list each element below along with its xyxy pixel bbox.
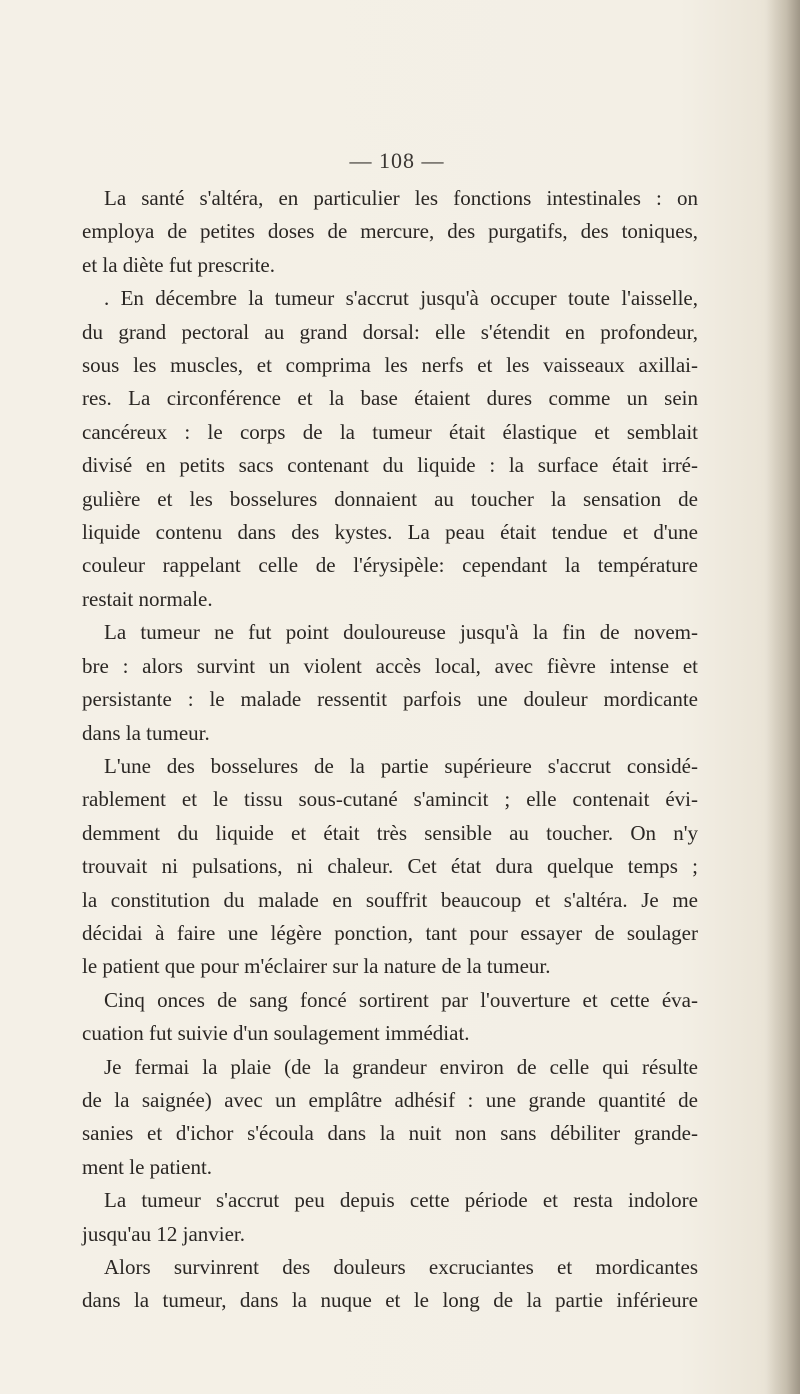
text-line: cancéreux : le corps de la tumeur était élastique et semblait <box>82 419 698 444</box>
text-line: Alors survinrent des douleurs excruciantes et mordicantes <box>104 1255 698 1279</box>
text-line: et la diète fut prescrite. <box>82 252 275 277</box>
text-line: La tumeur ne fut point douloureuse jusqu'à la fin de novem- <box>104 620 698 645</box>
page-number <box>0 148 800 174</box>
text-line: de la saignée) avec un emplâtre adhésif : une grande quantité de <box>82 1087 698 1112</box>
text-line: trouvait ni pulsations, ni chaleur. Cet état dura quelque temps ; <box>82 854 698 879</box>
text-line: Cinq onces de sang foncé sortirent par l'ouverture et cette éva- <box>104 987 698 1012</box>
paragraph <box>82 1251 698 1318</box>
text-line: rablement et le tissu sous-cutané s'amincit ; elle contenait évi- <box>82 787 698 812</box>
text-line: dans la tumeur, dans la nuque et le long de la partie inférieure <box>82 1288 698 1313</box>
text-line: bre : alors survint un violent accès local, avec fièvre intense et <box>82 653 698 678</box>
text-line: gulière et les bosselures donnaient au toucher la sensation de <box>82 486 698 511</box>
paragraph <box>82 984 698 1051</box>
text-line: sous les muscles, et comprima les nerfs et les vaisseaux axillai- <box>82 353 698 378</box>
page-edge-shadow <box>766 0 800 1394</box>
text-line: couleur rappelant celle de l'érysipèle: cependant la température <box>82 553 698 578</box>
paragraph <box>82 182 698 282</box>
text-line: L'une des bosselures de la partie supérieure s'accrut considé- <box>104 753 698 778</box>
paragraph <box>82 1184 698 1251</box>
text-line: sanies et d'ichor s'écoula dans la nuit non sans débiliter grande- <box>82 1121 698 1146</box>
text-line: divisé en petits sacs contenant du liquide : la surface était irré- <box>82 453 698 478</box>
page-number-text: — 108 — <box>349 148 445 173</box>
paragraph <box>82 750 698 984</box>
paragraph <box>82 1051 698 1185</box>
text-line: décidai à faire une légère ponction, tant pour essayer de soulager <box>82 920 698 945</box>
text-line: employa de petites doses de mercure, des purgatifs, des toniques, <box>82 219 698 244</box>
text-line: restait normale. <box>82 586 213 611</box>
text-line: demment du liquide et était très sensible au toucher. On n'y <box>82 820 698 845</box>
text-line: la constitution du malade en souffrit beaucoup et s'altéra. Je me <box>82 887 698 912</box>
text-line: du grand pectoral au grand dorsal: elle s'étendit en profondeur, <box>82 319 698 344</box>
body-text <box>82 182 698 1318</box>
text-line: res. La circonférence et la base étaient dures comme un sein <box>82 386 698 411</box>
text-line: jusqu'au 12 janvier. <box>82 1221 246 1246</box>
text-line: ment le patient. <box>82 1154 213 1179</box>
text-line: persistante : le malade ressentit parfois une douleur mordicante <box>82 687 698 712</box>
text-line: La santé s'altéra, en particulier les fonctions intestinales : on <box>104 186 698 210</box>
paragraph <box>82 282 698 616</box>
paragraph <box>82 616 698 750</box>
text-line: . En décembre la tumeur s'accrut jusqu'à occuper toute l'aisselle, <box>104 286 698 311</box>
text-line: le patient que pour m'éclairer sur la nature de la tumeur. <box>82 954 551 979</box>
text-line: dans la tumeur. <box>82 720 210 745</box>
text-line: La tumeur s'accrut peu depuis cette période et resta indolore <box>104 1188 698 1213</box>
text-line: cuation fut suivie d'un soulagement immédiat. <box>82 1021 470 1046</box>
text-line: Je fermai la plaie (de la grandeur environ de celle qui résulte <box>104 1054 698 1079</box>
text-line: liquide contenu dans des kystes. La peau était tendue et d'une <box>82 520 698 545</box>
